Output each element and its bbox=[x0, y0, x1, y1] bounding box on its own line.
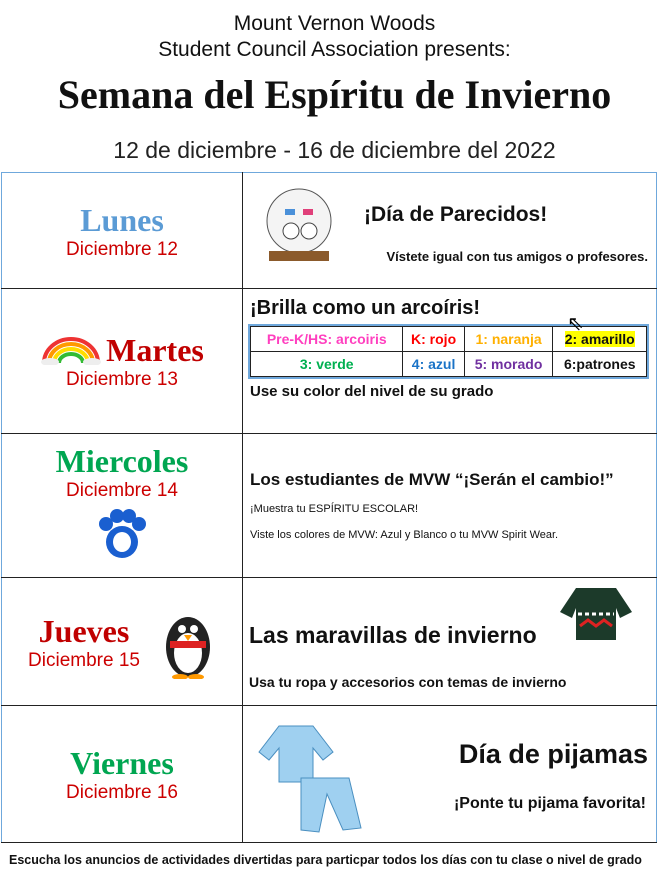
activity-title: ¡Brilla como un arcoíris! bbox=[250, 297, 481, 319]
penguin-icon bbox=[160, 605, 216, 679]
activity-line2: Viste los colores de MVW: Azul y Blanco o tu MVW Spirit Wear. bbox=[250, 529, 559, 541]
activity-line1: ¡Muestra tu ESPÍRITU ESCOLAR! bbox=[250, 503, 419, 515]
presenter-line: Student Council Association presents: bbox=[158, 38, 511, 61]
snow-globe-icon bbox=[255, 185, 343, 265]
day-date: Diciembre 13 bbox=[66, 369, 178, 390]
grade-color-text: 2: amarillo bbox=[564, 331, 635, 347]
paw-mascot-icon bbox=[97, 508, 147, 564]
activity-title: ¡Día de Parecidos! bbox=[364, 203, 548, 226]
activity-title: Las maravillas de invierno bbox=[249, 622, 537, 648]
day-date: Diciembre 12 bbox=[66, 238, 178, 260]
grade-color-cell: 3: verde bbox=[251, 352, 403, 377]
rainbow-icon bbox=[40, 335, 102, 365]
day-date: Diciembre 16 bbox=[66, 782, 178, 803]
activity-desc: Vístete igual con tus amigos o profesores. bbox=[386, 249, 648, 264]
row-viernes bbox=[2, 706, 657, 843]
day-name: Jueves bbox=[38, 612, 130, 649]
row-jueves bbox=[2, 578, 657, 706]
grade-colors-table bbox=[250, 326, 647, 377]
activity-title: Día de pijamas bbox=[458, 739, 648, 769]
activity-desc: Use su color del nivel de su grado bbox=[250, 383, 494, 400]
page-title: Semana del Espíritu de Invierno bbox=[57, 72, 612, 117]
day-name: Viernes bbox=[70, 745, 174, 781]
date-range: 12 de diciembre - 16 de diciembre del 2022 bbox=[113, 137, 556, 163]
grade-color-cell: 6:patrones bbox=[553, 352, 647, 377]
activity-desc: ¡Ponte tu pijama favorita! bbox=[453, 795, 646, 812]
row-martes bbox=[2, 289, 657, 434]
grade-color-cell: Pre-K/HS: arcoiris bbox=[251, 327, 403, 352]
footer-note: Escucha los anuncios de actividades divertidas para particpar todos los días con tu clase o nivel de grado bbox=[9, 853, 642, 867]
day-name: Martes bbox=[106, 332, 204, 368]
activity-title: Los estudiantes de MVW “¡Serán el cambio!” bbox=[250, 470, 614, 489]
mouse-cursor-icon: ⇖ bbox=[567, 313, 584, 335]
grade-color-cell: K: rojo bbox=[403, 327, 464, 352]
grade-color-cell: 1: naranja bbox=[464, 327, 553, 352]
pajamas-icon bbox=[257, 722, 367, 834]
day-date: Diciembre 14 bbox=[66, 480, 178, 501]
day-name: Lunes bbox=[80, 201, 164, 238]
schedule-table bbox=[1, 172, 657, 843]
grade-color-cell: 5: morado bbox=[464, 352, 553, 377]
grade-color-cell: 4: azul bbox=[403, 352, 464, 377]
org-name: Mount Vernon Woods bbox=[233, 12, 436, 35]
day-name: Miercoles bbox=[55, 443, 189, 479]
sweater-icon bbox=[558, 584, 634, 642]
row-miercoles bbox=[2, 434, 657, 578]
day-date: Diciembre 15 bbox=[28, 649, 140, 671]
row-lunes bbox=[2, 173, 657, 289]
activity-desc: Usa tu ropa y accesorios con temas de invierno bbox=[249, 674, 567, 690]
